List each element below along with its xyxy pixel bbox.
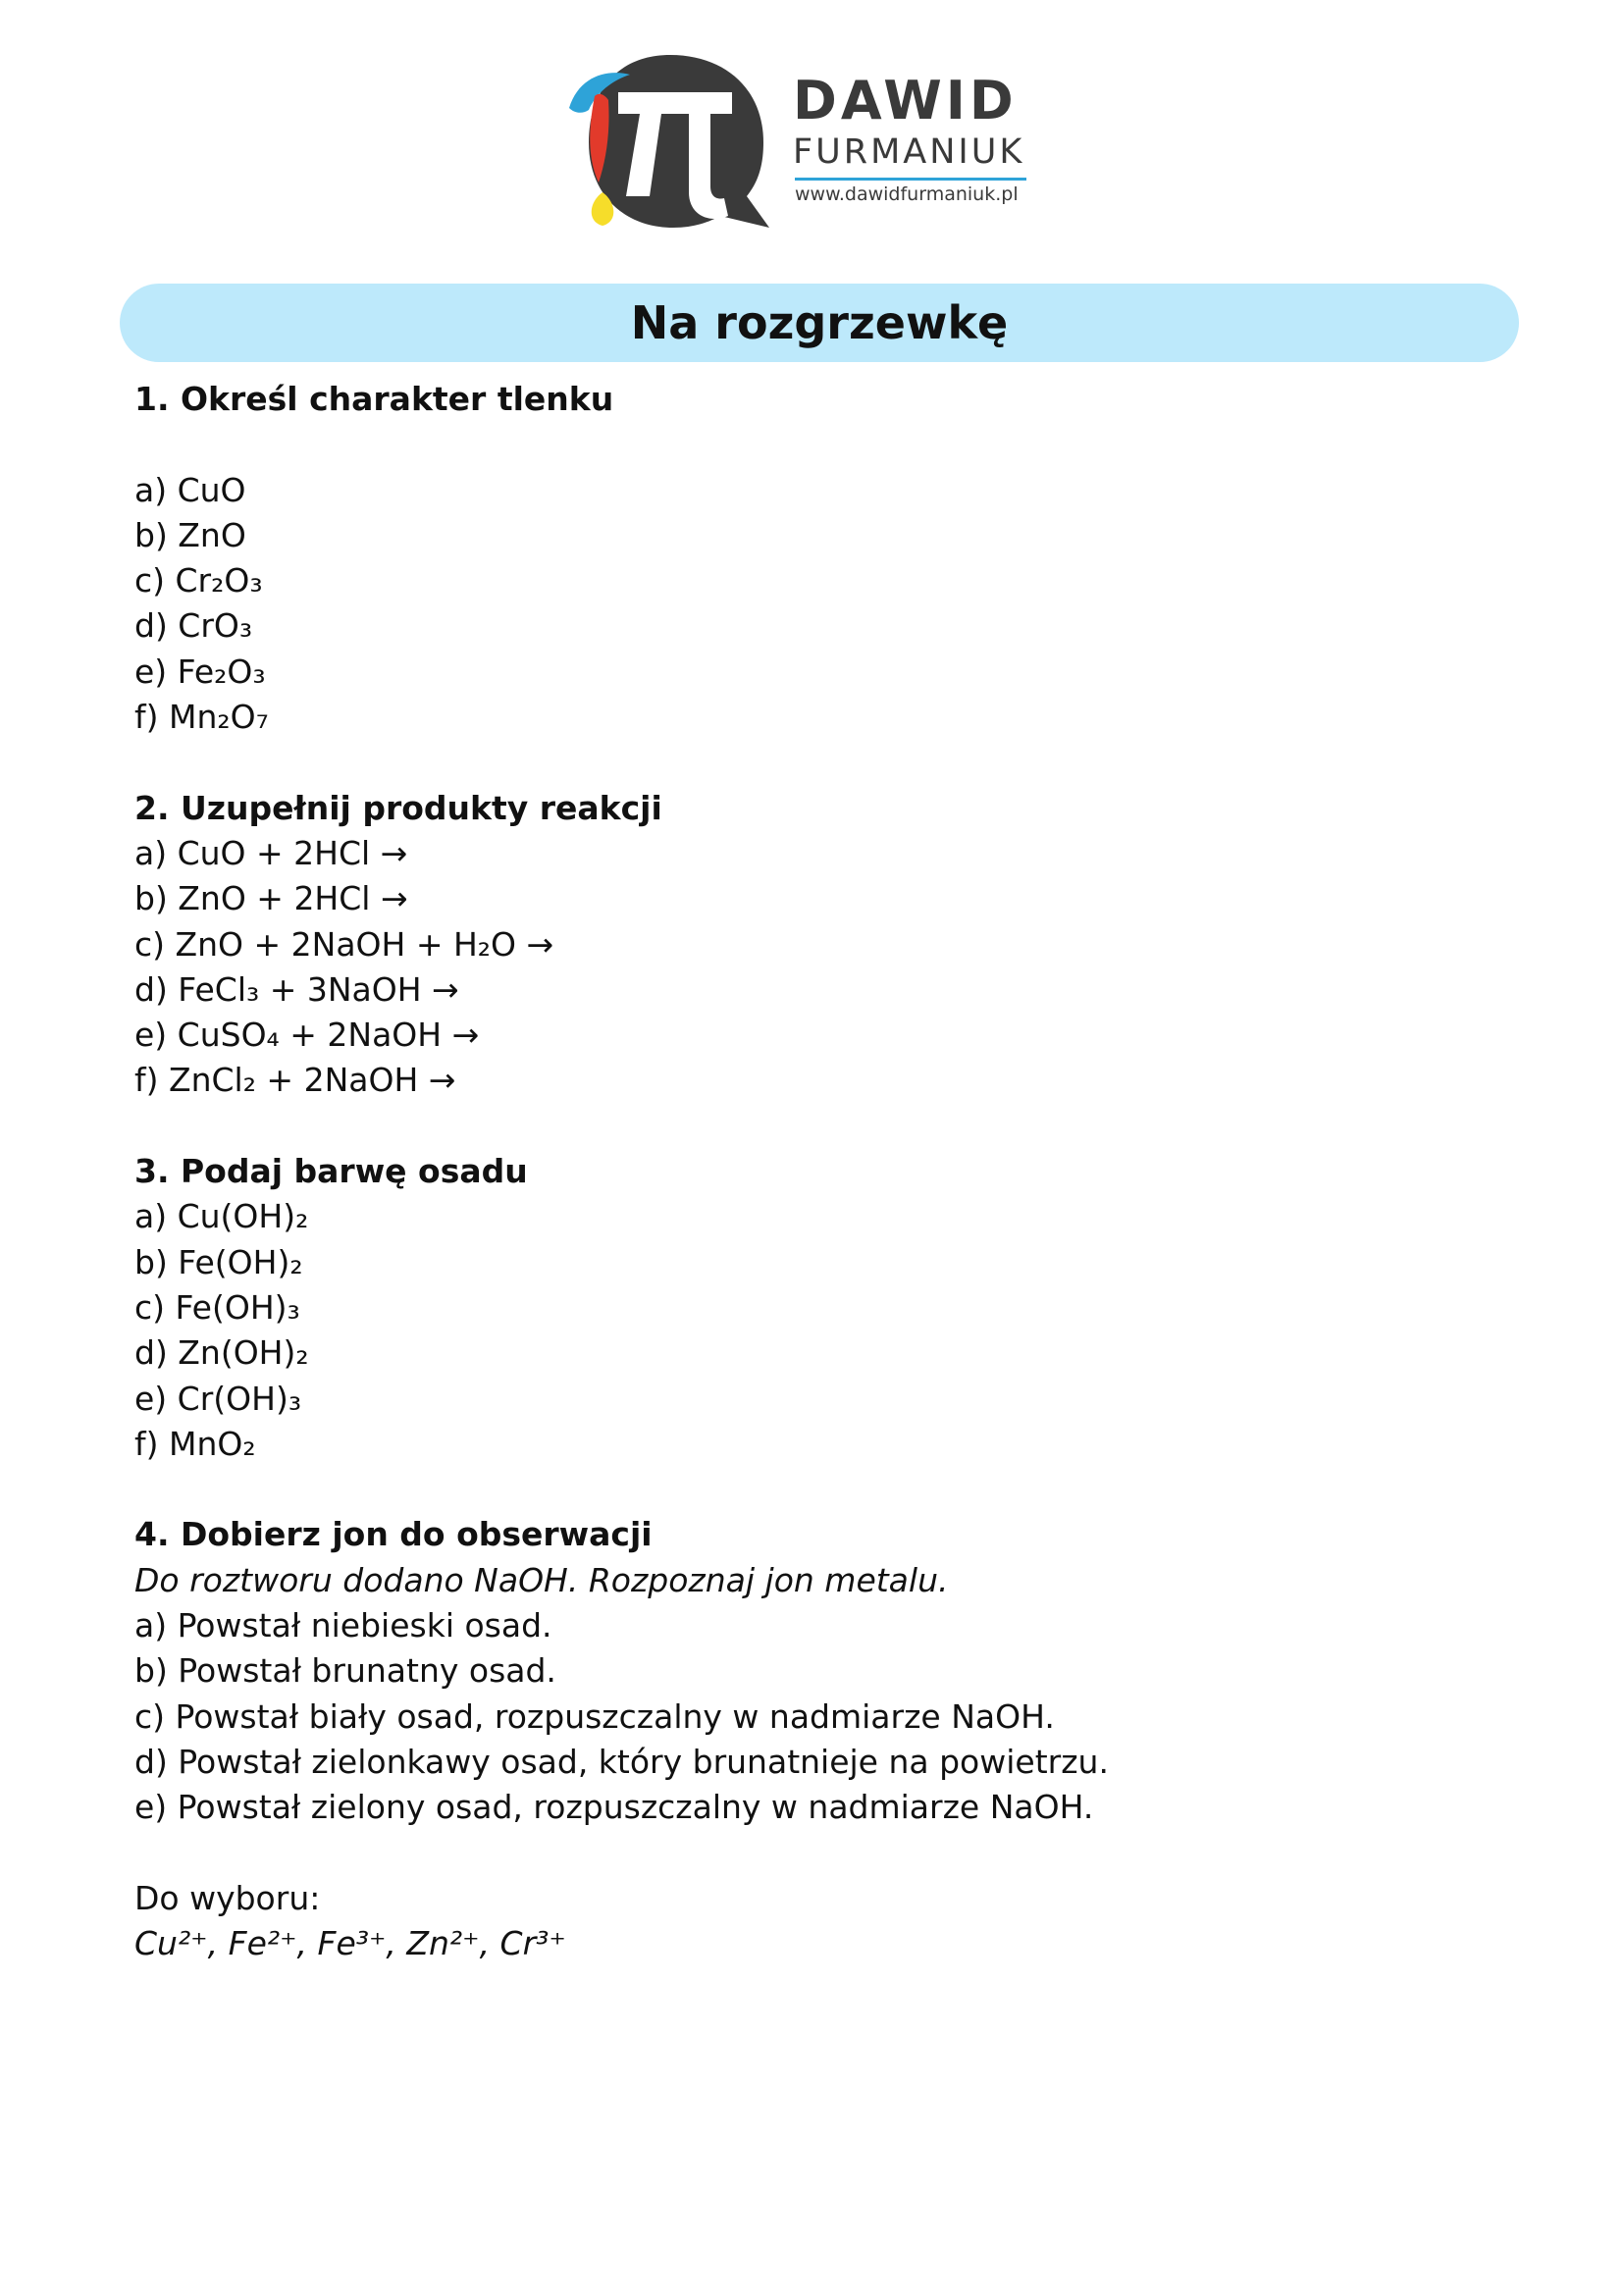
- spacer: [134, 740, 1489, 785]
- list-item: a) Powstał niebieski osad.: [134, 1606, 552, 1645]
- list-item: a) Cu(OH)₂: [134, 1197, 309, 1236]
- list-item: e) Cr(OH)₃: [134, 1379, 302, 1418]
- title-bar: [120, 284, 1519, 362]
- worksheet-content: [134, 377, 1489, 1966]
- spacer: [134, 1831, 1489, 1876]
- list-item: f) ZnCl₂ + 2NaOH →: [134, 1061, 456, 1100]
- brand-surname: FURMANIUK: [793, 132, 1025, 172]
- list-item: f) MnO₂: [134, 1424, 256, 1463]
- list-item: d) CrO₃: [134, 606, 253, 646]
- section-4-instruction: Do roztworu dodano NaOH. Rozpoznaj jon metalu.: [134, 1560, 949, 1599]
- list-item: e) CuSO₄ + 2NaOH →: [134, 1016, 480, 1055]
- list-item: d) FeCl₃ + 3NaOH →: [134, 969, 459, 1009]
- brand-divider: [795, 178, 1026, 181]
- spacer: [134, 422, 1489, 467]
- brand-name: DAWID: [793, 70, 1018, 131]
- pi-logo-icon: [567, 49, 773, 235]
- section-1-heading: 1. Określ charakter tlenku: [134, 380, 614, 418]
- list-item: c) ZnO + 2NaOH + H₂O →: [134, 924, 554, 964]
- section-2-heading: 2. Uzupełnij produkty reakcji: [134, 788, 662, 827]
- list-item: c) Powstał biały osad, rozpuszczalny w nadmiarze NaOH.: [134, 1696, 1055, 1736]
- section-3-heading: 3. Podaj barwę osadu: [134, 1152, 528, 1191]
- list-item: b) Powstał brunatny osad.: [134, 1651, 556, 1691]
- list-item: d) Zn(OH)₂: [134, 1333, 309, 1373]
- list-item: b) ZnO + 2HCl →: [134, 879, 408, 918]
- list-item: c) Fe(OH)₃: [134, 1287, 300, 1327]
- list-item: a) CuO + 2HCl →: [134, 833, 408, 872]
- list-item: d) Powstał zielonkawy osad, który brunatnieje na powietrzu.: [134, 1742, 1109, 1781]
- choices-label: Do wyboru:: [134, 1878, 321, 1917]
- list-item: a) CuO: [134, 470, 246, 509]
- spacer: [134, 1104, 1489, 1149]
- list-item: f) Mn₂O₇: [134, 698, 269, 737]
- list-item: e) Powstał zielony osad, rozpuszczalny w nadmiarze NaOH.: [134, 1788, 1094, 1827]
- list-item: b) Fe(OH)₂: [134, 1242, 303, 1281]
- choices-list: Cu²⁺, Fe²⁺, Fe³⁺, Zn²⁺, Cr³⁺: [134, 1924, 566, 1963]
- list-item: e) Fe₂O₃: [134, 652, 266, 691]
- brand-url: www.dawidfurmaniuk.pl: [795, 183, 1019, 205]
- logo: [567, 49, 1038, 235]
- list-item: b) ZnO: [134, 515, 246, 554]
- section-4-heading: 4. Dobierz jon do obserwacji: [134, 1515, 653, 1554]
- spacer: [134, 1467, 1489, 1512]
- page-title: Na rozgrzewkę: [630, 296, 1009, 349]
- list-item: c) Cr₂O₃: [134, 561, 263, 600]
